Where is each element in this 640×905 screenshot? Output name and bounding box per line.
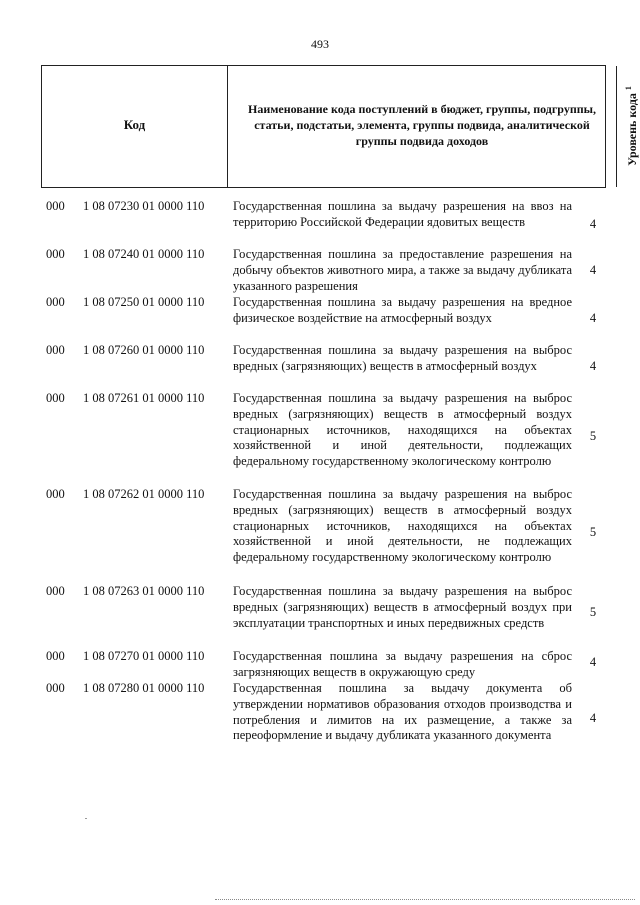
row-description: Государственная пошлина за выдачу документа об утверждении нормативов образования отходов производства и потребления и лимитов на их размещение, а также за переоформление и выдачу дубликата указанного документа xyxy=(233,681,572,743)
page-number: 493 xyxy=(311,37,329,51)
row-code: 1 08 07250 01 0000 110 xyxy=(83,295,205,309)
header-level-text: Уровень кода xyxy=(625,93,639,166)
row-admin-code: 000 xyxy=(46,487,65,501)
row-code: 1 08 07261 01 0000 110 xyxy=(83,391,205,405)
row-admin-code: 000 xyxy=(46,584,65,598)
scan-bottom-edge xyxy=(215,899,635,902)
row-level: 4 xyxy=(589,711,597,725)
row-description: Государственная пошлина за предоставление разрешения на добычу объектов животного мира, а также за выдачу дубликата указанного разрешения xyxy=(233,247,572,293)
row-level: 4 xyxy=(589,311,597,325)
header-name-cell xyxy=(228,66,617,187)
header-level-footnote: 1 xyxy=(624,86,633,91)
row-code: 1 08 07262 01 0000 110 xyxy=(83,487,205,501)
header-code-cell xyxy=(42,66,228,187)
row-code: 1 08 07270 01 0000 110 xyxy=(83,649,205,663)
row-description: Государственная пошлина за выдачу разрешения на сброс загрязняющих веществ в окружающую среду xyxy=(233,649,572,679)
row-level: 5 xyxy=(589,605,597,619)
row-level: 5 xyxy=(589,525,597,539)
header-level-label xyxy=(624,86,640,166)
row-admin-code: 000 xyxy=(46,681,65,695)
row-admin-code: 000 xyxy=(46,199,65,213)
row-code: 1 08 07240 01 0000 110 xyxy=(83,247,205,261)
row-admin-code: 000 xyxy=(46,295,65,309)
row-description: Государственная пошлина за выдачу разрешения на выброс вредных (загрязняющих) веществ в атмосферный воздух при эксплуатации транспортных и иных передвижных средств xyxy=(233,584,572,630)
row-code: 1 08 07230 01 0000 110 xyxy=(83,199,205,213)
row-code: 1 08 07280 01 0000 110 xyxy=(83,681,205,695)
header-level-cell xyxy=(617,66,640,187)
row-code: 1 08 07263 01 0000 110 xyxy=(83,584,205,598)
scan-speck xyxy=(85,818,87,819)
row-description: Государственная пошлина за выдачу разрешения на вредное физическое воздействие на атмосферный воздух xyxy=(233,295,572,325)
row-code: 1 08 07260 01 0000 110 xyxy=(83,343,205,357)
row-admin-code: 000 xyxy=(46,391,65,405)
table-header xyxy=(41,65,639,188)
row-description: Государственная пошлина за выдачу разрешения на выброс вредных (загрязняющих) веществ в атмосферный воздух стационарных источников, находящихся на объектах хозяйственной и иной деятельности, подлежащих федеральному государственному экологическому контролю xyxy=(233,391,572,469)
header-name-label: Наименование кода поступлений в бюджет, группы, подгруппы, статьи, подстатьи, элемента, группы подвида, аналитической группы подвида доходов xyxy=(247,102,597,148)
row-level: 5 xyxy=(589,429,597,443)
row-description: Государственная пошлина за выдачу разрешения на выброс вредных (загрязняющих) веществ в атмосферный воздух xyxy=(233,343,572,373)
row-level: 4 xyxy=(589,263,597,277)
row-level: 4 xyxy=(589,655,597,669)
row-description: Государственная пошлина за выдачу разрешения на ввоз на территорию Российской Федерации ядовитых веществ xyxy=(233,199,572,229)
row-admin-code: 000 xyxy=(46,649,65,663)
row-description: Государственная пошлина за выдачу разрешения на выброс вредных (загрязняющих) веществ в атмосферный воздух стационарных источников, находящихся на объектах хозяйственной и иной деятельности, не подлежащих федеральному государственному экологическому контролю xyxy=(233,487,572,565)
header-code-label: Код xyxy=(123,117,146,132)
row-admin-code: 000 xyxy=(46,247,65,261)
row-level: 4 xyxy=(589,217,597,231)
row-admin-code: 000 xyxy=(46,343,65,357)
row-level: 4 xyxy=(589,359,597,373)
